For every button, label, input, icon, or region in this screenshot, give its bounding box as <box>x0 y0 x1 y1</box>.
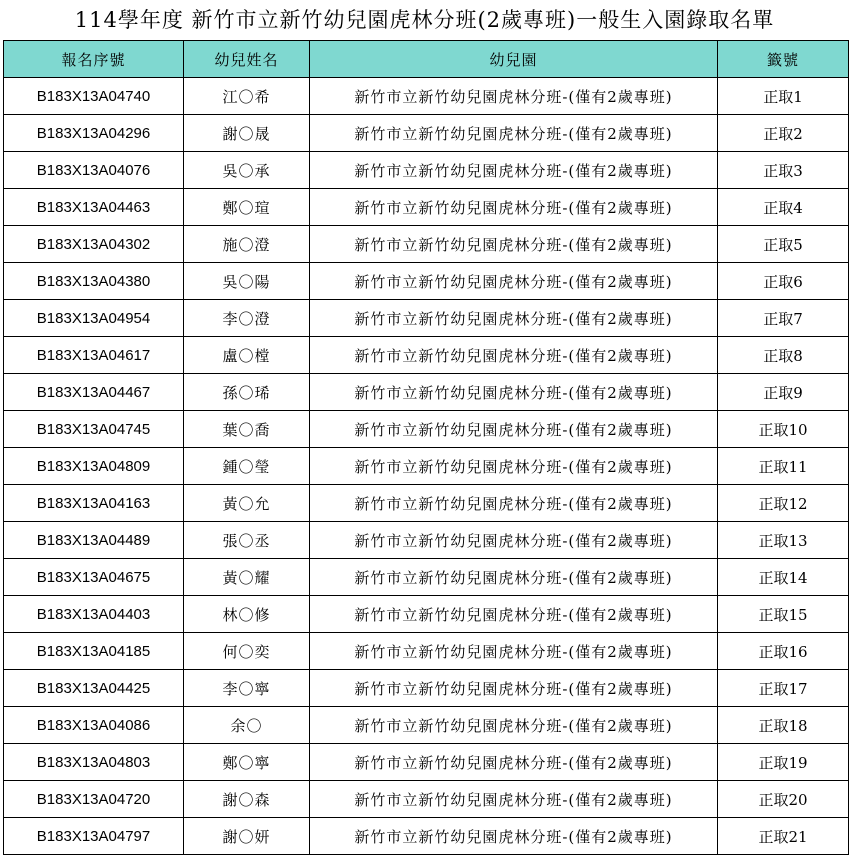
registration-number-cell: B183X13A04740 <box>4 78 184 115</box>
lot-number-cell: 正取10 <box>718 411 849 448</box>
registration-number-cell: B183X13A04675 <box>4 559 184 596</box>
table-row <box>4 559 849 596</box>
lot-number-cell: 正取19 <box>718 744 849 781</box>
header-child-name: 幼兒姓名 <box>184 41 310 78</box>
kindergarten-cell: 新竹市立新竹幼兒園虎林分班-(僅有2歲專班) <box>310 633 718 670</box>
lot-number-cell: 正取12 <box>718 485 849 522</box>
registration-number-cell: B183X13A04380 <box>4 263 184 300</box>
lot-number-cell: 正取16 <box>718 633 849 670</box>
registration-number-cell: B183X13A04467 <box>4 374 184 411</box>
child-name-cell: 李〇澄 <box>184 300 310 337</box>
kindergarten-cell: 新竹市立新竹幼兒園虎林分班-(僅有2歲專班) <box>310 670 718 707</box>
child-name-cell: 吳〇承 <box>184 152 310 189</box>
kindergarten-cell: 新竹市立新竹幼兒園虎林分班-(僅有2歲專班) <box>310 448 718 485</box>
kindergarten-cell: 新竹市立新竹幼兒園虎林分班-(僅有2歲專班) <box>310 300 718 337</box>
child-name-cell: 謝〇妍 <box>184 818 310 855</box>
lot-number-cell: 正取8 <box>718 337 849 374</box>
child-name-cell: 鄭〇寧 <box>184 744 310 781</box>
registration-number-cell: B183X13A04809 <box>4 448 184 485</box>
table-row <box>4 596 849 633</box>
table-row <box>4 522 849 559</box>
lot-number-cell: 正取2 <box>718 115 849 152</box>
child-name-cell: 孫〇琋 <box>184 374 310 411</box>
table-row <box>4 781 849 818</box>
header-lot-number: 籤號 <box>718 41 849 78</box>
kindergarten-cell: 新竹市立新竹幼兒園虎林分班-(僅有2歲專班) <box>310 115 718 152</box>
registration-number-cell: B183X13A04797 <box>4 818 184 855</box>
lot-number-cell: 正取7 <box>718 300 849 337</box>
lot-number-cell: 正取3 <box>718 152 849 189</box>
child-name-cell: 盧〇樘 <box>184 337 310 374</box>
kindergarten-cell: 新竹市立新竹幼兒園虎林分班-(僅有2歲專班) <box>310 263 718 300</box>
lot-number-cell: 正取11 <box>718 448 849 485</box>
child-name-cell: 葉〇喬 <box>184 411 310 448</box>
kindergarten-cell: 新竹市立新竹幼兒園虎林分班-(僅有2歲專班) <box>310 781 718 818</box>
child-name-cell: 李〇寧 <box>184 670 310 707</box>
table-row <box>4 818 849 855</box>
table-row <box>4 633 849 670</box>
child-name-cell: 謝〇晟 <box>184 115 310 152</box>
page-title: 114學年度 新竹市立新竹幼兒園虎林分班(2歲專班)一般生入園錄取名單 <box>74 8 775 32</box>
registration-number-cell: B183X13A04296 <box>4 115 184 152</box>
kindergarten-cell: 新竹市立新竹幼兒園虎林分班-(僅有2歲專班) <box>310 226 718 263</box>
kindergarten-cell: 新竹市立新竹幼兒園虎林分班-(僅有2歲專班) <box>310 596 718 633</box>
table-row <box>4 189 849 226</box>
lot-number-cell: 正取14 <box>718 559 849 596</box>
lot-number-cell: 正取5 <box>718 226 849 263</box>
registration-number-cell: B183X13A04076 <box>4 152 184 189</box>
table-row <box>4 300 849 337</box>
table-row <box>4 337 849 374</box>
registration-number-cell: B183X13A04720 <box>4 781 184 818</box>
lot-number-cell: 正取4 <box>718 189 849 226</box>
child-name-cell: 張〇丞 <box>184 522 310 559</box>
child-name-cell: 林〇修 <box>184 596 310 633</box>
table-row <box>4 707 849 744</box>
kindergarten-cell: 新竹市立新竹幼兒園虎林分班-(僅有2歲專班) <box>310 522 718 559</box>
kindergarten-cell: 新竹市立新竹幼兒園虎林分班-(僅有2歲專班) <box>310 559 718 596</box>
table-row <box>4 744 849 781</box>
table-body <box>4 78 849 855</box>
registration-number-cell: B183X13A04163 <box>4 485 184 522</box>
registration-number-cell: B183X13A04302 <box>4 226 184 263</box>
registration-number-cell: B183X13A04425 <box>4 670 184 707</box>
child-name-cell: 鄭〇瑄 <box>184 189 310 226</box>
kindergarten-cell: 新竹市立新竹幼兒園虎林分班-(僅有2歲專班) <box>310 707 718 744</box>
table-row <box>4 374 849 411</box>
kindergarten-cell: 新竹市立新竹幼兒園虎林分班-(僅有2歲專班) <box>310 485 718 522</box>
header-kindergarten: 幼兒園 <box>310 41 718 78</box>
table-row <box>4 670 849 707</box>
lot-number-cell: 正取20 <box>718 781 849 818</box>
lot-number-cell: 正取18 <box>718 707 849 744</box>
registration-number-cell: B183X13A04489 <box>4 522 184 559</box>
lot-number-cell: 正取17 <box>718 670 849 707</box>
table-row <box>4 263 849 300</box>
kindergarten-cell: 新竹市立新竹幼兒園虎林分班-(僅有2歲專班) <box>310 818 718 855</box>
child-name-cell: 江〇希 <box>184 78 310 115</box>
child-name-cell: 謝〇森 <box>184 781 310 818</box>
table-header <box>4 41 849 78</box>
table-row <box>4 411 849 448</box>
kindergarten-cell: 新竹市立新竹幼兒園虎林分班-(僅有2歲專班) <box>310 374 718 411</box>
lot-number-cell: 正取9 <box>718 374 849 411</box>
registration-number-cell: B183X13A04617 <box>4 337 184 374</box>
kindergarten-cell: 新竹市立新竹幼兒園虎林分班-(僅有2歲專班) <box>310 411 718 448</box>
lot-number-cell: 正取1 <box>718 78 849 115</box>
kindergarten-cell: 新竹市立新竹幼兒園虎林分班-(僅有2歲專班) <box>310 744 718 781</box>
registration-number-cell: B183X13A04463 <box>4 189 184 226</box>
kindergarten-cell: 新竹市立新竹幼兒園虎林分班-(僅有2歲專班) <box>310 337 718 374</box>
child-name-cell: 黃〇耀 <box>184 559 310 596</box>
registration-number-cell: B183X13A04745 <box>4 411 184 448</box>
registration-number-cell: B183X13A04086 <box>4 707 184 744</box>
child-name-cell: 施〇澄 <box>184 226 310 263</box>
lot-number-cell: 正取15 <box>718 596 849 633</box>
child-name-cell: 鍾〇瑩 <box>184 448 310 485</box>
kindergarten-cell: 新竹市立新竹幼兒園虎林分班-(僅有2歲專班) <box>310 78 718 115</box>
child-name-cell: 吳〇陽 <box>184 263 310 300</box>
kindergarten-cell: 新竹市立新竹幼兒園虎林分班-(僅有2歲專班) <box>310 152 718 189</box>
kindergarten-cell: 新竹市立新竹幼兒園虎林分班-(僅有2歲專班) <box>310 189 718 226</box>
table-row <box>4 78 849 115</box>
child-name-cell: 黃〇允 <box>184 485 310 522</box>
registration-number-cell: B183X13A04954 <box>4 300 184 337</box>
header-row <box>4 41 849 78</box>
child-name-cell: 何〇奕 <box>184 633 310 670</box>
table-row <box>4 226 849 263</box>
lot-number-cell: 正取6 <box>718 263 849 300</box>
registration-number-cell: B183X13A04403 <box>4 596 184 633</box>
admission-table <box>3 40 849 855</box>
header-registration-number: 報名序號 <box>4 41 184 78</box>
registration-number-cell: B183X13A04803 <box>4 744 184 781</box>
lot-number-cell: 正取21 <box>718 818 849 855</box>
table-row <box>4 152 849 189</box>
child-name-cell: 余〇 <box>184 707 310 744</box>
registration-number-cell: B183X13A04185 <box>4 633 184 670</box>
lot-number-cell: 正取13 <box>718 522 849 559</box>
table-row <box>4 115 849 152</box>
table-row <box>4 485 849 522</box>
table-row <box>4 448 849 485</box>
